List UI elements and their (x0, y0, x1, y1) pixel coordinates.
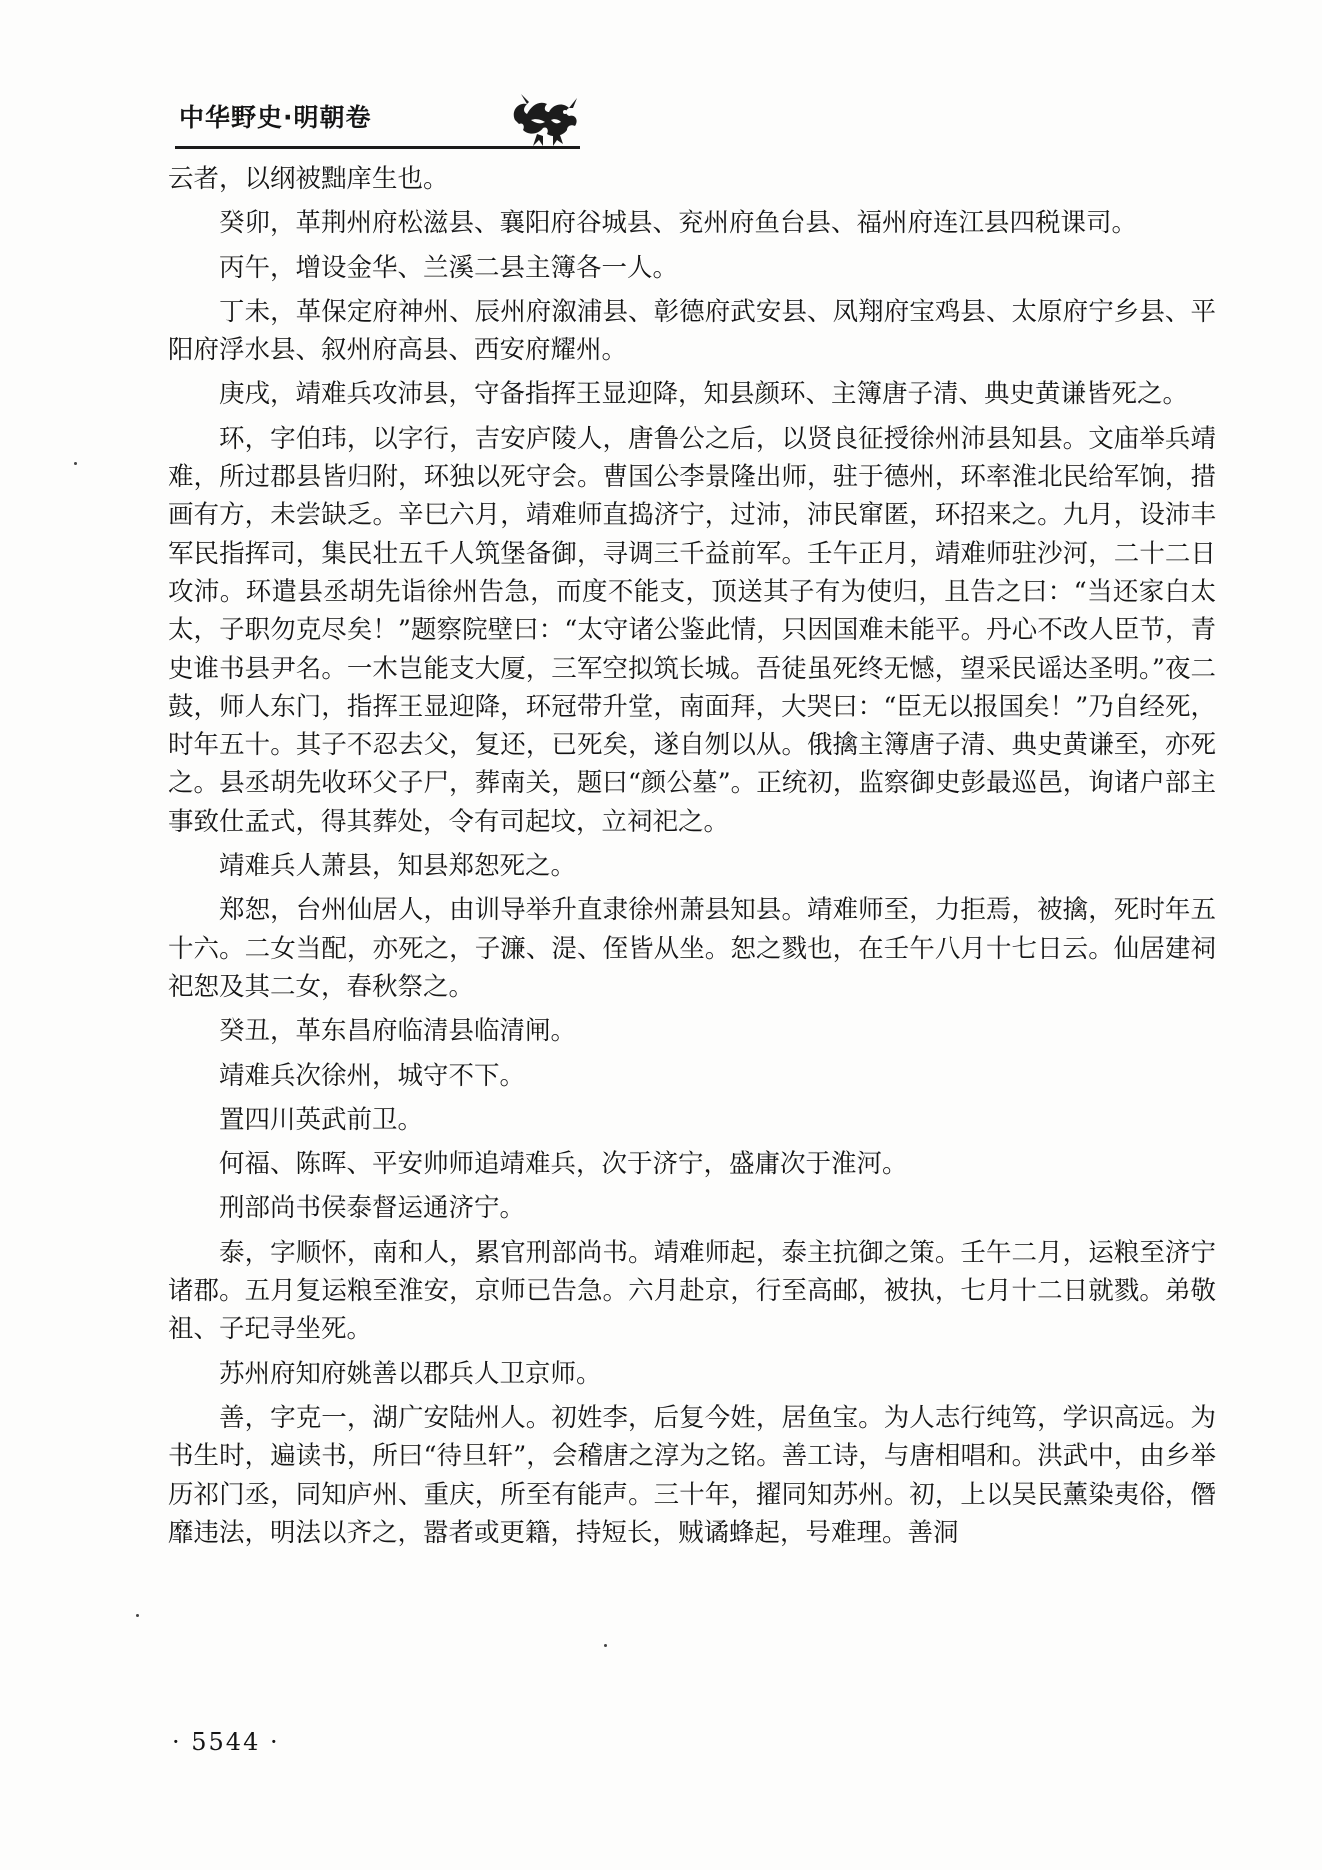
header-rule (175, 146, 580, 149)
scan-speck (604, 1644, 607, 1647)
paragraph: 癸丑，革东昌府临清县临清闸。 (219, 1016, 577, 1047)
page-number: · 5544 · (172, 1728, 280, 1756)
paragraph: 泰，字顺怀，南和人，累官刑部尚书。靖难师起，泰主抗御之策。壬午二月，运粮至济宁诸郡。五月复运粮至淮安，京师已告急。六月赴京，行至高邮，被执，七月十二日就戮。弟敬祖、子玘寻坐死。 (168, 1237, 1216, 1345)
dragon-emblem-icon (507, 90, 581, 148)
paragraph: 丁未，革保定府神州、辰州府溆浦县、彰德府武安县、凤翔府宝鸡县、太原府宁乡县、平阳府浮水县、叙州府高县、西安府耀州。 (168, 296, 1216, 366)
running-header-title: 中华野史·明朝卷 (179, 103, 372, 132)
paragraph: 靖难兵人萧县，知县郑恕死之。 (219, 851, 577, 882)
paragraph: 郑恕，台州仙居人，由训导举升直隶徐州萧县知县。靖难师至，力拒焉，被擒，死时年五十六。二女当配，亦死之，子濂、湜、侄皆从坐。恕之戮也，在壬午八月十七日云。仙居建祠祀恕及其二女，春秋祭之。 (168, 895, 1216, 1002)
paragraph: 庚戌，靖难兵攻沛县，守备指挥王显迎降，知县颜环、主簿唐子清、典史黄谦皆死之。 (219, 379, 1189, 410)
paragraph: 靖难兵次徐州，城守不下。 (219, 1060, 526, 1091)
paragraph: 癸卯，革荆州府松滋县、襄阳府谷城县、兖州府鱼台县、福州府连江县四税课司。 (219, 208, 1138, 239)
paragraph: 苏州府知府姚善以郡兵人卫京师。 (219, 1358, 602, 1389)
body-text (168, 160, 1216, 1558)
scan-speck (136, 1614, 139, 1617)
paragraph: 刑部尚书侯泰督运通济宁。 (219, 1193, 526, 1224)
scan-speck (74, 462, 77, 465)
paragraph: 云者，以纲被黜庠生也。 (168, 164, 449, 194)
paragraph: 善，字克一，湖广安陆州人。初姓李，后复今姓，居鱼宝。为人志行纯笃，学识高远。为书生时，遍读书，所曰“待旦轩”，会稽唐之淳为之铭。善工诗，与唐相唱和。洪武中，由乡举历祁门丞，同知庐州、重庆，所至有能声。三十年，擢同知苏州。初，上以吴民薰染夷俗，僭靡违法，明法以齐之，嚣者或更籍，持短长，贼谲蜂起，号难理。善洞 (168, 1402, 1216, 1548)
paragraph: 置四川英武前卫。 (219, 1104, 424, 1135)
running-header (175, 92, 580, 152)
paragraph: 丙午，增设金华、兰溪二县主簿各一人。 (219, 252, 679, 283)
paragraph: 何福、陈晖、平安帅师追靖难兵，次于济宁，盛庸次于淮河。 (219, 1149, 908, 1180)
paragraph: 环，字伯玮，以字行，吉安庐陵人，唐鲁公之后，以贤良征授徐州沛县知县。文庙举兵靖难，所过郡县皆归附，环独以死守会。曹国公李景隆出师，驻于德州，环率淮北民给军饷，措画有方，未尝缺乏。辛巳六月，靖难师直捣济宁，过沛，沛民窜匿，环招来之。九月，设沛丰军民指挥司，集民壮五千人筑堡备御，寻调三千益前军。壬午正月，靖难师驻沙河，二十二日攻沛。环遣县丞胡先诣徐州告急，而度不能支，顶送其子有为使归，且告之曰：“当还家白太太，子职勿克尽矣！”题察院壁曰：“太守诸公鉴此情，只因国难未能平。丹心不改人臣节，青史谁书县尹名。一木岂能支大厦，三军空拟筑长城。吾徒虽死终无憾，望采民谣达圣明。”夜二鼓，师人东门，指挥王显迎降，环冠带升堂，南面拜，大哭曰：“臣无以报国矣！”乃自经死，时年五十。其子不忍去父，复还，已死矣，遂自刎以从。俄擒主簿唐子清、典史黄谦至，亦死之。县丞胡先收环父子尸，葬南关，题曰“颜公墓”。正统初，监察御史彭最巡邑，询诸户部主事致仕孟式，得其葬处，令有司起坟，立祠祀之。 (168, 423, 1216, 837)
